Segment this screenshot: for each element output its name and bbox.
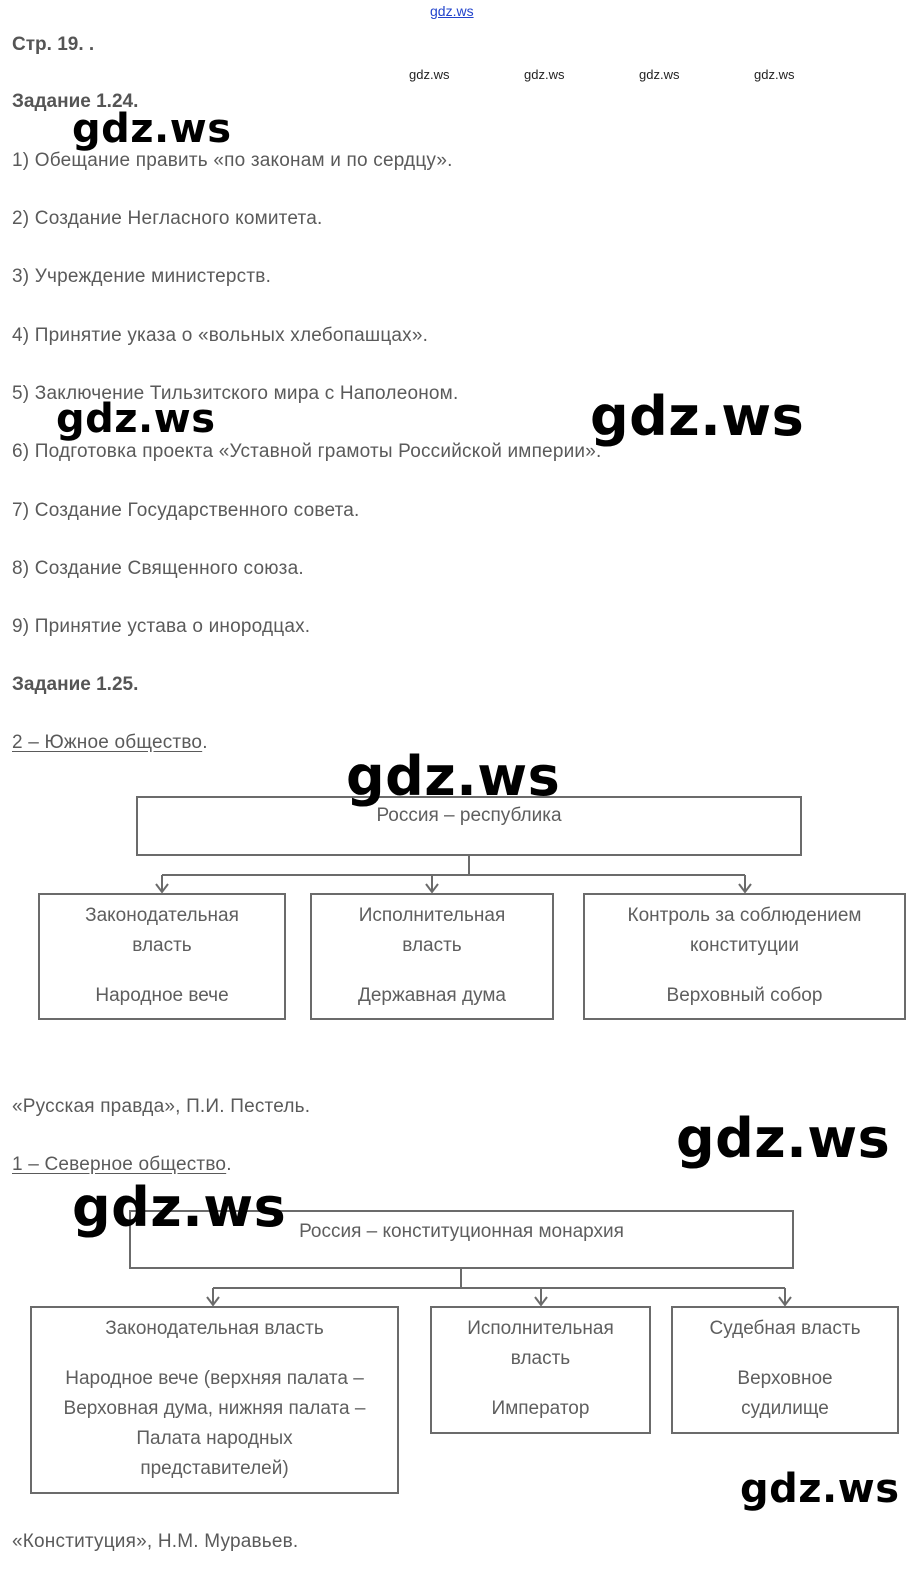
page-ref: Стр. 19. . [12,34,95,55]
list-item: 9) Принятие устава о инородцах. [12,616,311,637]
list-item: 5) Заключение Тильзитского мира с Наполеоном. [12,383,459,404]
task-1-24-title: Задание 1.24. [12,91,139,112]
branch-body: Народное вече [95,985,229,1006]
branch-title: Исполнительная власть [467,1318,614,1369]
south-society-label-text: 2 – Южное общество [12,732,203,753]
task-1-25-title: Задание 1.25. [12,674,139,695]
list-item: 7) Создание Государственного совета. [12,500,360,521]
list-item: 3) Учреждение министерств. [12,266,272,287]
south-root-label: Россия – республика [376,805,562,826]
north-society-label: 1 – Северное общество. [12,1154,232,1175]
list-item: 1) Обещание править «по законам и по сердцу». [12,150,453,171]
south-source: «Русская правда», П.И. Пестель. [12,1096,311,1117]
north-society-label-text: 1 – Северное общество [12,1154,227,1175]
branch-body: Державная дума [357,985,506,1006]
watermark-small: gdz.ws [524,67,565,82]
north-branch-executive [430,1306,651,1434]
branch-body: Император [491,1398,590,1419]
north-branch-judicial [671,1306,899,1434]
north-source: «Конституция», Н.М. Муравьев. [12,1531,299,1552]
watermark-large: gdz.ws [72,106,232,152]
branch-title: Законодательная власть [105,1318,324,1339]
south-branch-executive [310,893,554,1020]
watermark-large: gdz.ws [590,385,805,448]
branch-body: Верховное судилище [737,1368,833,1419]
watermark-large: gdz.ws [740,1466,900,1512]
watermark-large: gdz.ws [56,396,216,442]
north-root-label: Россия – конституционная монархия [299,1221,624,1242]
watermark-large: gdz.ws [346,745,561,808]
branch-title: Судебная власть [709,1318,861,1339]
list-item: 8) Создание Священного союза. [12,558,304,579]
branch-title: Контроль за соблюдением конституции [627,905,862,956]
branch-body: Верховный собор [666,985,823,1006]
south-branch-control [583,893,906,1020]
watermark-large: gdz.ws [676,1107,891,1170]
south-society-label: 2 – Южное общество. [12,732,208,753]
branch-title: Законодательная власть [85,905,239,956]
watermark-small: gdz.ws [639,67,680,82]
list-item: 6) Подготовка проекта «Уставной грамоты Российской империи». [12,441,602,462]
branch-title: Исполнительная власть [358,905,506,956]
south-branch-legislative [38,893,286,1020]
watermark-top[interactable]: gdz.ws [430,3,474,19]
watermark-small: gdz.ws [409,67,450,82]
list-item: 4) Принятие указа о «вольных хлебопашцах». [12,325,429,346]
branch-body: Народное вече (верхняя палата – Верховная дума, нижняя палата – Палата народных представителей) [63,1368,366,1479]
north-branch-legislative [30,1306,399,1494]
watermark-large: gdz.ws [72,1176,287,1239]
watermark-small: gdz.ws [754,67,795,82]
list-item: 2) Создание Негласного комитета. [12,208,323,229]
